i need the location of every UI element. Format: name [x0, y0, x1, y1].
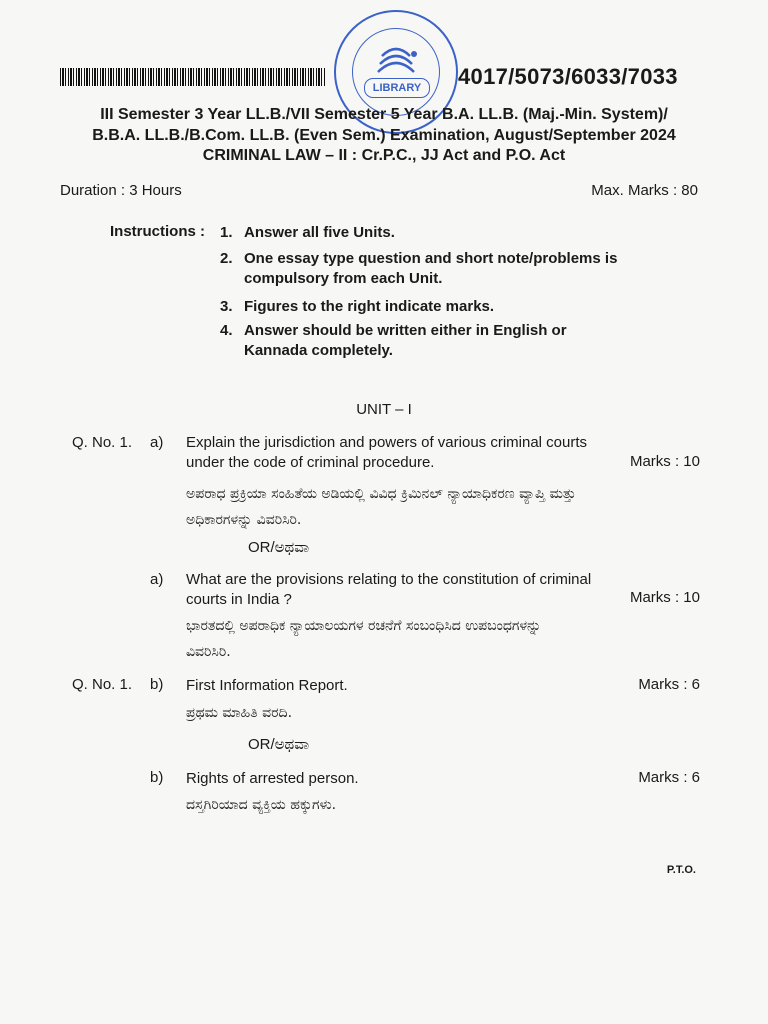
or-divider: OR/ಅಥವಾ	[248, 539, 310, 556]
question-text-kannada: ಪ್ರಥಮ ಮಾಹಿತಿ ವರದಿ.	[186, 705, 293, 721]
instruction-number: 4.	[220, 322, 233, 339]
instruction-number: 3.	[220, 298, 233, 315]
library-book-icon	[352, 28, 440, 116]
max-marks: Max. Marks : 80	[591, 182, 698, 199]
stamp-inner-ring	[352, 28, 440, 116]
instruction-text: Figures to the right indicate marks.	[244, 298, 495, 315]
question-marks: Marks : 6	[638, 769, 700, 786]
question-text-kannada: ಭಾರತದಲ್ಲಿ ಅಪರಾಧಿಕ ನ್ಯಾಯಾಲಯಗಳ ರಚನೆಗೆ ಸಂಬಂಧಿಸಿದ ಉಪಬಂಧಗಳನ್ನು ವಿವರಿಸಿರಿ.	[186, 618, 542, 660]
header-line-1: III Semester 3 Year LL.B./VII Semester 5 Year B.A. LL.B. (Maj.-Min. System)/	[100, 106, 668, 123]
instruction-text: One essay type question and short note/problems is compulsory from each Unit.	[244, 250, 618, 287]
header-line-2: B.B.A. LL.B./B.Com. LL.B. (Even Sem.) Examination, August/September 2024	[92, 127, 676, 144]
question-marks: Marks : 6	[638, 676, 700, 693]
unit-heading: UNIT – I	[356, 401, 412, 418]
instruction-text: Answer all five Units.	[244, 224, 395, 241]
question-number: Q. No. 1.	[72, 676, 133, 693]
question-text: Explain the jurisdiction and powers of various criminal courts under the code of criminal procedure.	[186, 434, 588, 471]
question-text: Rights of arrested person.	[186, 770, 359, 787]
stamp-label: LIBRARY	[364, 78, 430, 98]
paper-code: 4017/5073/6033/7033	[458, 64, 678, 89]
barcode	[60, 68, 325, 86]
question-text-kannada: ದಸ್ತಗಿರಿಯಾದ ವ್ಯಕ್ತಿಯ ಹಕ್ಕುಗಳು.	[186, 797, 337, 813]
question-text: First Information Report.	[186, 677, 348, 694]
question-marks: Marks : 10	[629, 589, 700, 606]
question-part: b)	[150, 769, 164, 786]
or-divider: OR/ಅಥವಾ	[248, 736, 310, 753]
question-number: Q. No. 1.	[72, 434, 133, 451]
question-part: b)	[150, 676, 164, 693]
pto-label: P.T.O.	[666, 864, 696, 876]
paper-title: CRIMINAL LAW – II : Cr.P.C., JJ Act and P.O. Act	[202, 147, 566, 164]
question-part: a)	[150, 434, 164, 451]
question-text: What are the provisions relating to the constitution of criminal courts in India ?	[186, 571, 592, 608]
question-part: a)	[150, 571, 164, 588]
instruction-text: Answer should be written either in English or Kannada completely.	[244, 322, 567, 359]
instruction-number: 2.	[220, 250, 233, 267]
instruction-number: 1.	[220, 224, 233, 241]
instructions-label: Instructions :	[110, 223, 206, 240]
question-text-kannada: ಅಪರಾಧ ಪ್ರಕ್ರಿಯಾ ಸಂಹಿತೆಯ ಅಡಿಯಲ್ಲಿ ವಿವಿಧ ಕ್ರಿಮಿನಲ್ ನ್ಯಾಯಾಧಿಕರಣ ವ್ಯಾಪ್ತಿ ಮತ್ತು ಅಧಿಕಾರಗಳನ್ನು ವಿವರಿಸಿರಿ.	[186, 486, 576, 528]
duration: Duration : 3 Hours	[60, 182, 182, 199]
question-marks: Marks : 10	[629, 453, 700, 470]
